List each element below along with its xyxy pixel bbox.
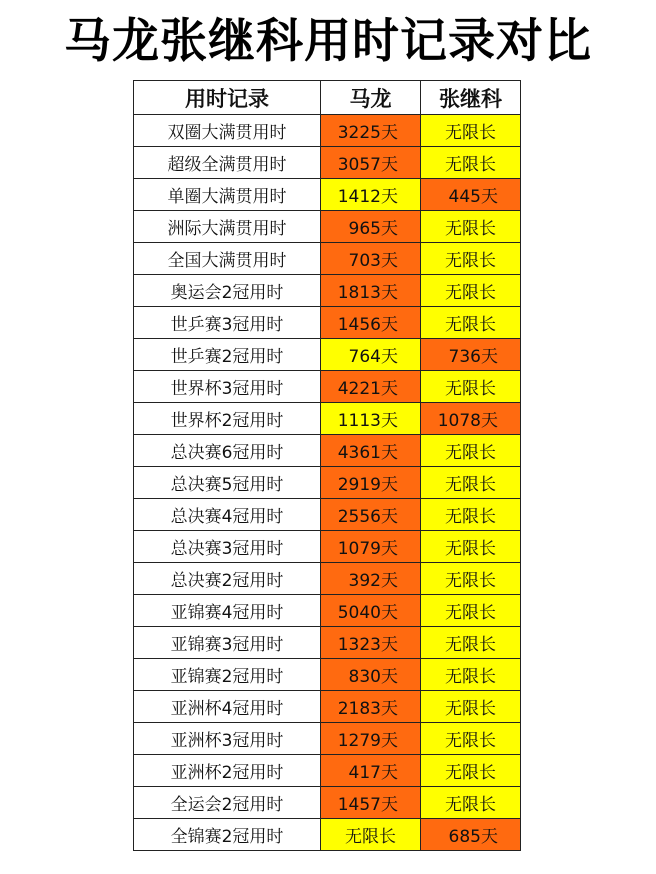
record-label-cell: 双圈大满贯用时 [134,115,321,147]
table-row [134,819,521,851]
zhangjike-value-cell: 685天 [421,819,521,851]
table-row [134,243,521,275]
record-label-cell: 亚洲杯3冠用时 [134,723,321,755]
malong-value-cell: 1323天 [321,627,421,659]
zhangjike-value-cell: 无限长 [421,435,521,467]
record-label-cell: 总决赛6冠用时 [134,435,321,467]
malong-value-cell: 1079天 [321,531,421,563]
record-label-cell: 奥运会2冠用时 [134,275,321,307]
record-label-cell: 洲际大满贯用时 [134,211,321,243]
header-zhangjike: 张继科 [421,81,521,115]
record-label-cell: 世界杯2冠用时 [134,403,321,435]
table-row [134,179,521,211]
malong-value-cell: 1456天 [321,307,421,339]
header-malong: 马龙 [321,81,421,115]
record-label-cell: 总决赛3冠用时 [134,531,321,563]
malong-value-cell: 1412天 [321,179,421,211]
record-label-cell: 全锦赛2冠用时 [134,819,321,851]
table-row [134,275,521,307]
malong-value-cell: 2919天 [321,467,421,499]
malong-value-cell: 4221天 [321,371,421,403]
malong-value-cell: 2556天 [321,499,421,531]
record-label-cell: 全运会2冠用时 [134,787,321,819]
page-title: 马龙张继科用时记录对比 [64,14,592,69]
zhangjike-value-cell: 无限长 [421,691,521,723]
zhangjike-value-cell: 无限长 [421,627,521,659]
zhangjike-value-cell: 无限长 [421,787,521,819]
table-row [134,723,521,755]
record-label-cell: 亚洲杯2冠用时 [134,755,321,787]
malong-value-cell: 1113天 [321,403,421,435]
record-label-cell: 总决赛5冠用时 [134,467,321,499]
table-row [134,563,521,595]
record-label-cell: 总决赛2冠用时 [134,563,321,595]
zhangjike-value-cell: 1078天 [421,403,521,435]
zhangjike-value-cell: 无限长 [421,723,521,755]
table-row [134,787,521,819]
table-row [134,595,521,627]
zhangjike-value-cell: 无限长 [421,115,521,147]
malong-value-cell: 3225天 [321,115,421,147]
zhangjike-value-cell: 无限长 [421,307,521,339]
record-label-cell: 亚锦赛3冠用时 [134,627,321,659]
zhangjike-value-cell: 无限长 [421,211,521,243]
zhangjike-value-cell: 无限长 [421,563,521,595]
malong-value-cell: 1813天 [321,275,421,307]
malong-value-cell: 764天 [321,339,421,371]
zhangjike-value-cell: 无限长 [421,243,521,275]
malong-value-cell: 1279天 [321,723,421,755]
zhangjike-value-cell: 无限长 [421,371,521,403]
table-row [134,403,521,435]
table-row [134,371,521,403]
zhangjike-value-cell: 无限长 [421,595,521,627]
malong-value-cell: 392天 [321,563,421,595]
zhangjike-value-cell: 736天 [421,339,521,371]
table-row [134,339,521,371]
table-row [134,659,521,691]
table-row [134,211,521,243]
record-label-cell: 世界杯3冠用时 [134,371,321,403]
zhangjike-value-cell: 无限长 [421,147,521,179]
zhangjike-value-cell: 无限长 [421,531,521,563]
table-body [134,115,521,851]
malong-value-cell: 703天 [321,243,421,275]
table-row [134,755,521,787]
record-label-cell: 亚锦赛4冠用时 [134,595,321,627]
zhangjike-value-cell: 无限长 [421,755,521,787]
malong-value-cell: 5040天 [321,595,421,627]
table-row [134,467,521,499]
table-row [134,435,521,467]
record-label-cell: 全国大满贯用时 [134,243,321,275]
record-label-cell: 世乒赛3冠用时 [134,307,321,339]
malong-value-cell: 4361天 [321,435,421,467]
zhangjike-value-cell: 无限长 [421,275,521,307]
malong-value-cell: 2183天 [321,691,421,723]
table-row [134,499,521,531]
malong-value-cell: 830天 [321,659,421,691]
header-record: 用时记录 [134,81,321,115]
record-label-cell: 超级全满贯用时 [134,147,321,179]
table-row [134,627,521,659]
malong-value-cell: 3057天 [321,147,421,179]
table-row [134,691,521,723]
malong-value-cell: 无限长 [321,819,421,851]
table-header-row [134,81,521,115]
record-label-cell: 亚锦赛2冠用时 [134,659,321,691]
table-row [134,531,521,563]
table-row [134,307,521,339]
zhangjike-value-cell: 无限长 [421,499,521,531]
zhangjike-value-cell: 无限长 [421,659,521,691]
record-label-cell: 世乒赛2冠用时 [134,339,321,371]
malong-value-cell: 965天 [321,211,421,243]
record-label-cell: 亚洲杯4冠用时 [134,691,321,723]
malong-value-cell: 1457天 [321,787,421,819]
table-row [134,147,521,179]
zhangjike-value-cell: 445天 [421,179,521,211]
comparison-table [133,80,521,851]
record-label-cell: 总决赛4冠用时 [134,499,321,531]
record-label-cell: 单圈大满贯用时 [134,179,321,211]
zhangjike-value-cell: 无限长 [421,467,521,499]
malong-value-cell: 417天 [321,755,421,787]
table-row [134,115,521,147]
